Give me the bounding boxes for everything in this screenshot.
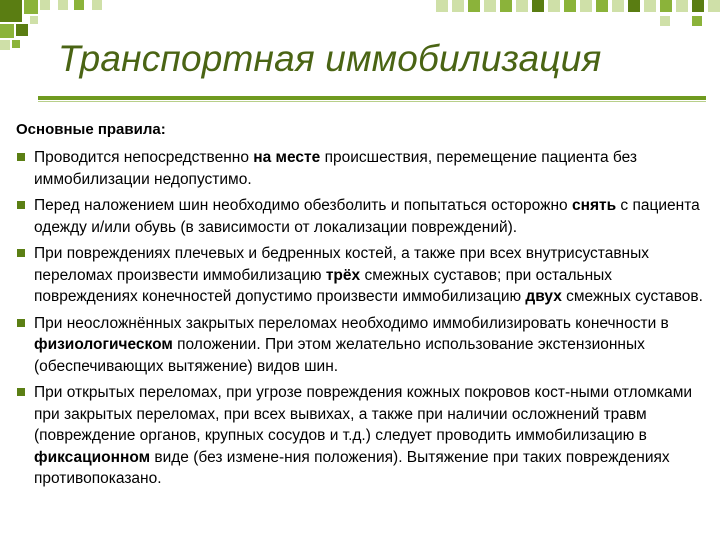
list-item <box>16 382 706 490</box>
list-item <box>16 147 706 190</box>
decor-square <box>468 0 480 12</box>
title-underline <box>38 96 706 100</box>
decor-square <box>580 0 592 12</box>
item-text: виде (без измене-ния положения). Вытяжение при таких повреждениях противопоказано. <box>34 448 670 487</box>
decor-square <box>74 0 84 10</box>
list-item <box>16 243 706 308</box>
decor-square <box>452 0 464 12</box>
decor-square <box>24 0 38 14</box>
item-text: смежных суставов; при остальных повреждениях конечностей допустимо произвести иммобилизацию <box>34 266 613 305</box>
rules-subheading: Основные правила: <box>16 121 166 138</box>
decor-square <box>0 24 14 38</box>
square-bullet-icon <box>17 153 25 161</box>
decor-square <box>708 0 720 12</box>
decor-square <box>548 0 560 12</box>
decor-square <box>0 0 22 22</box>
decor-square <box>12 40 20 48</box>
square-bullet-icon <box>17 201 25 209</box>
decor-square <box>484 0 496 12</box>
decor-square <box>92 0 102 10</box>
decor-square <box>40 0 50 10</box>
item-text: смежных суставов. <box>561 288 703 305</box>
item-text: При открытых переломах, при угрозе повреждения кожных покровов кост-ными отломками при закрытых переломах, при всех вывихах, а также при наличии осложнений травм (повреждение органов, крупных сосудов и т.д.) следует проводить иммобилизацию в <box>34 384 693 444</box>
item-emphasis: фиксационном <box>34 448 151 466</box>
item-emphasis: на месте <box>253 149 321 166</box>
decor-square <box>532 0 544 12</box>
decor-square <box>628 0 640 12</box>
decor-square <box>612 0 624 12</box>
decor-square <box>676 0 688 12</box>
decor-square <box>0 40 10 50</box>
decor-square <box>500 0 512 12</box>
item-text: При повреждениях плечевых и бедренных костей, а также при всех внутрисуставных переломах произвести иммобилизацию <box>34 245 650 284</box>
item-text: При неосложнённых закрытых переломах необходимо иммобилизировать конечности в <box>34 314 669 332</box>
square-bullet-icon <box>17 388 25 396</box>
decor-square <box>58 0 68 10</box>
item-emphasis: двух <box>525 288 562 305</box>
item-text: Проводится непосредственно <box>34 149 254 166</box>
decor-square <box>564 0 576 12</box>
square-bullet-icon <box>17 319 25 327</box>
decor-square <box>516 0 528 12</box>
list-item <box>16 195 706 238</box>
list-item <box>16 313 706 378</box>
decor-square <box>692 0 704 12</box>
decor-square <box>30 16 38 24</box>
decor-square <box>660 16 670 26</box>
decor-square <box>660 0 672 12</box>
title-underline-thin <box>38 101 706 102</box>
decor-square <box>692 16 702 26</box>
decor-square <box>16 24 28 36</box>
item-emphasis: снять <box>571 197 617 214</box>
item-text: с пациента одежду и/или обувь (в зависимости от локализации повреждений). <box>34 197 700 236</box>
item-text: Перед наложением шин необходимо обезболить и попытаться осторожно <box>34 197 572 214</box>
item-text: положении. При этом желательно использование экстензионных (обеспечивающих вытяжение) видов шин. <box>34 336 645 375</box>
item-emphasis: физиологическом <box>34 336 173 353</box>
decor-square <box>436 0 448 12</box>
decor-square <box>596 0 608 12</box>
item-emphasis: трёх <box>325 266 361 284</box>
item-text: происшествия, перемещение пациента без иммобилизации недопустимо. <box>34 149 637 188</box>
square-bullet-icon <box>17 249 25 257</box>
decor-square <box>644 0 656 12</box>
rules-list <box>16 147 706 495</box>
slide-title: Транспортная иммобилизация <box>58 38 602 79</box>
